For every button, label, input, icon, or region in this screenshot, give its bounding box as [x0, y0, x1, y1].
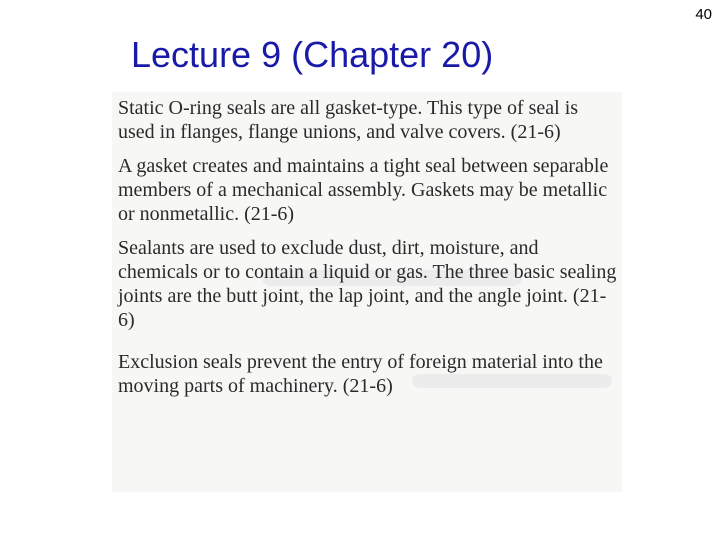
scanned-text-block — [118, 96, 618, 398]
paragraph-sealants: Sealants are used to exclude dust, dirt, moisture, and chemicals or to contain a liquid or gas. The three basic sealing joints are the butt joint, the lap joint, and the angle joint. (21-6) — [118, 237, 617, 331]
page-number: 40 — [695, 6, 712, 23]
paragraph-gasket: A gasket creates and maintains a tight seal between separable members of a mechanical assembly. Gaskets may be metallic or nonmetallic. (21-6) — [118, 155, 609, 225]
slide-title: Lecture 9 (Chapter 20) — [131, 34, 494, 75]
paragraph-static-o-ring-seals: Static O-ring seals are all gasket-type. This type of seal is used in flanges, flange unions, and valve covers. (21-6) — [118, 97, 579, 143]
paragraph-exclusion-seals: Exclusion seals prevent the entry of foreign material into the moving parts of machinery. (21-6) — [118, 351, 603, 397]
